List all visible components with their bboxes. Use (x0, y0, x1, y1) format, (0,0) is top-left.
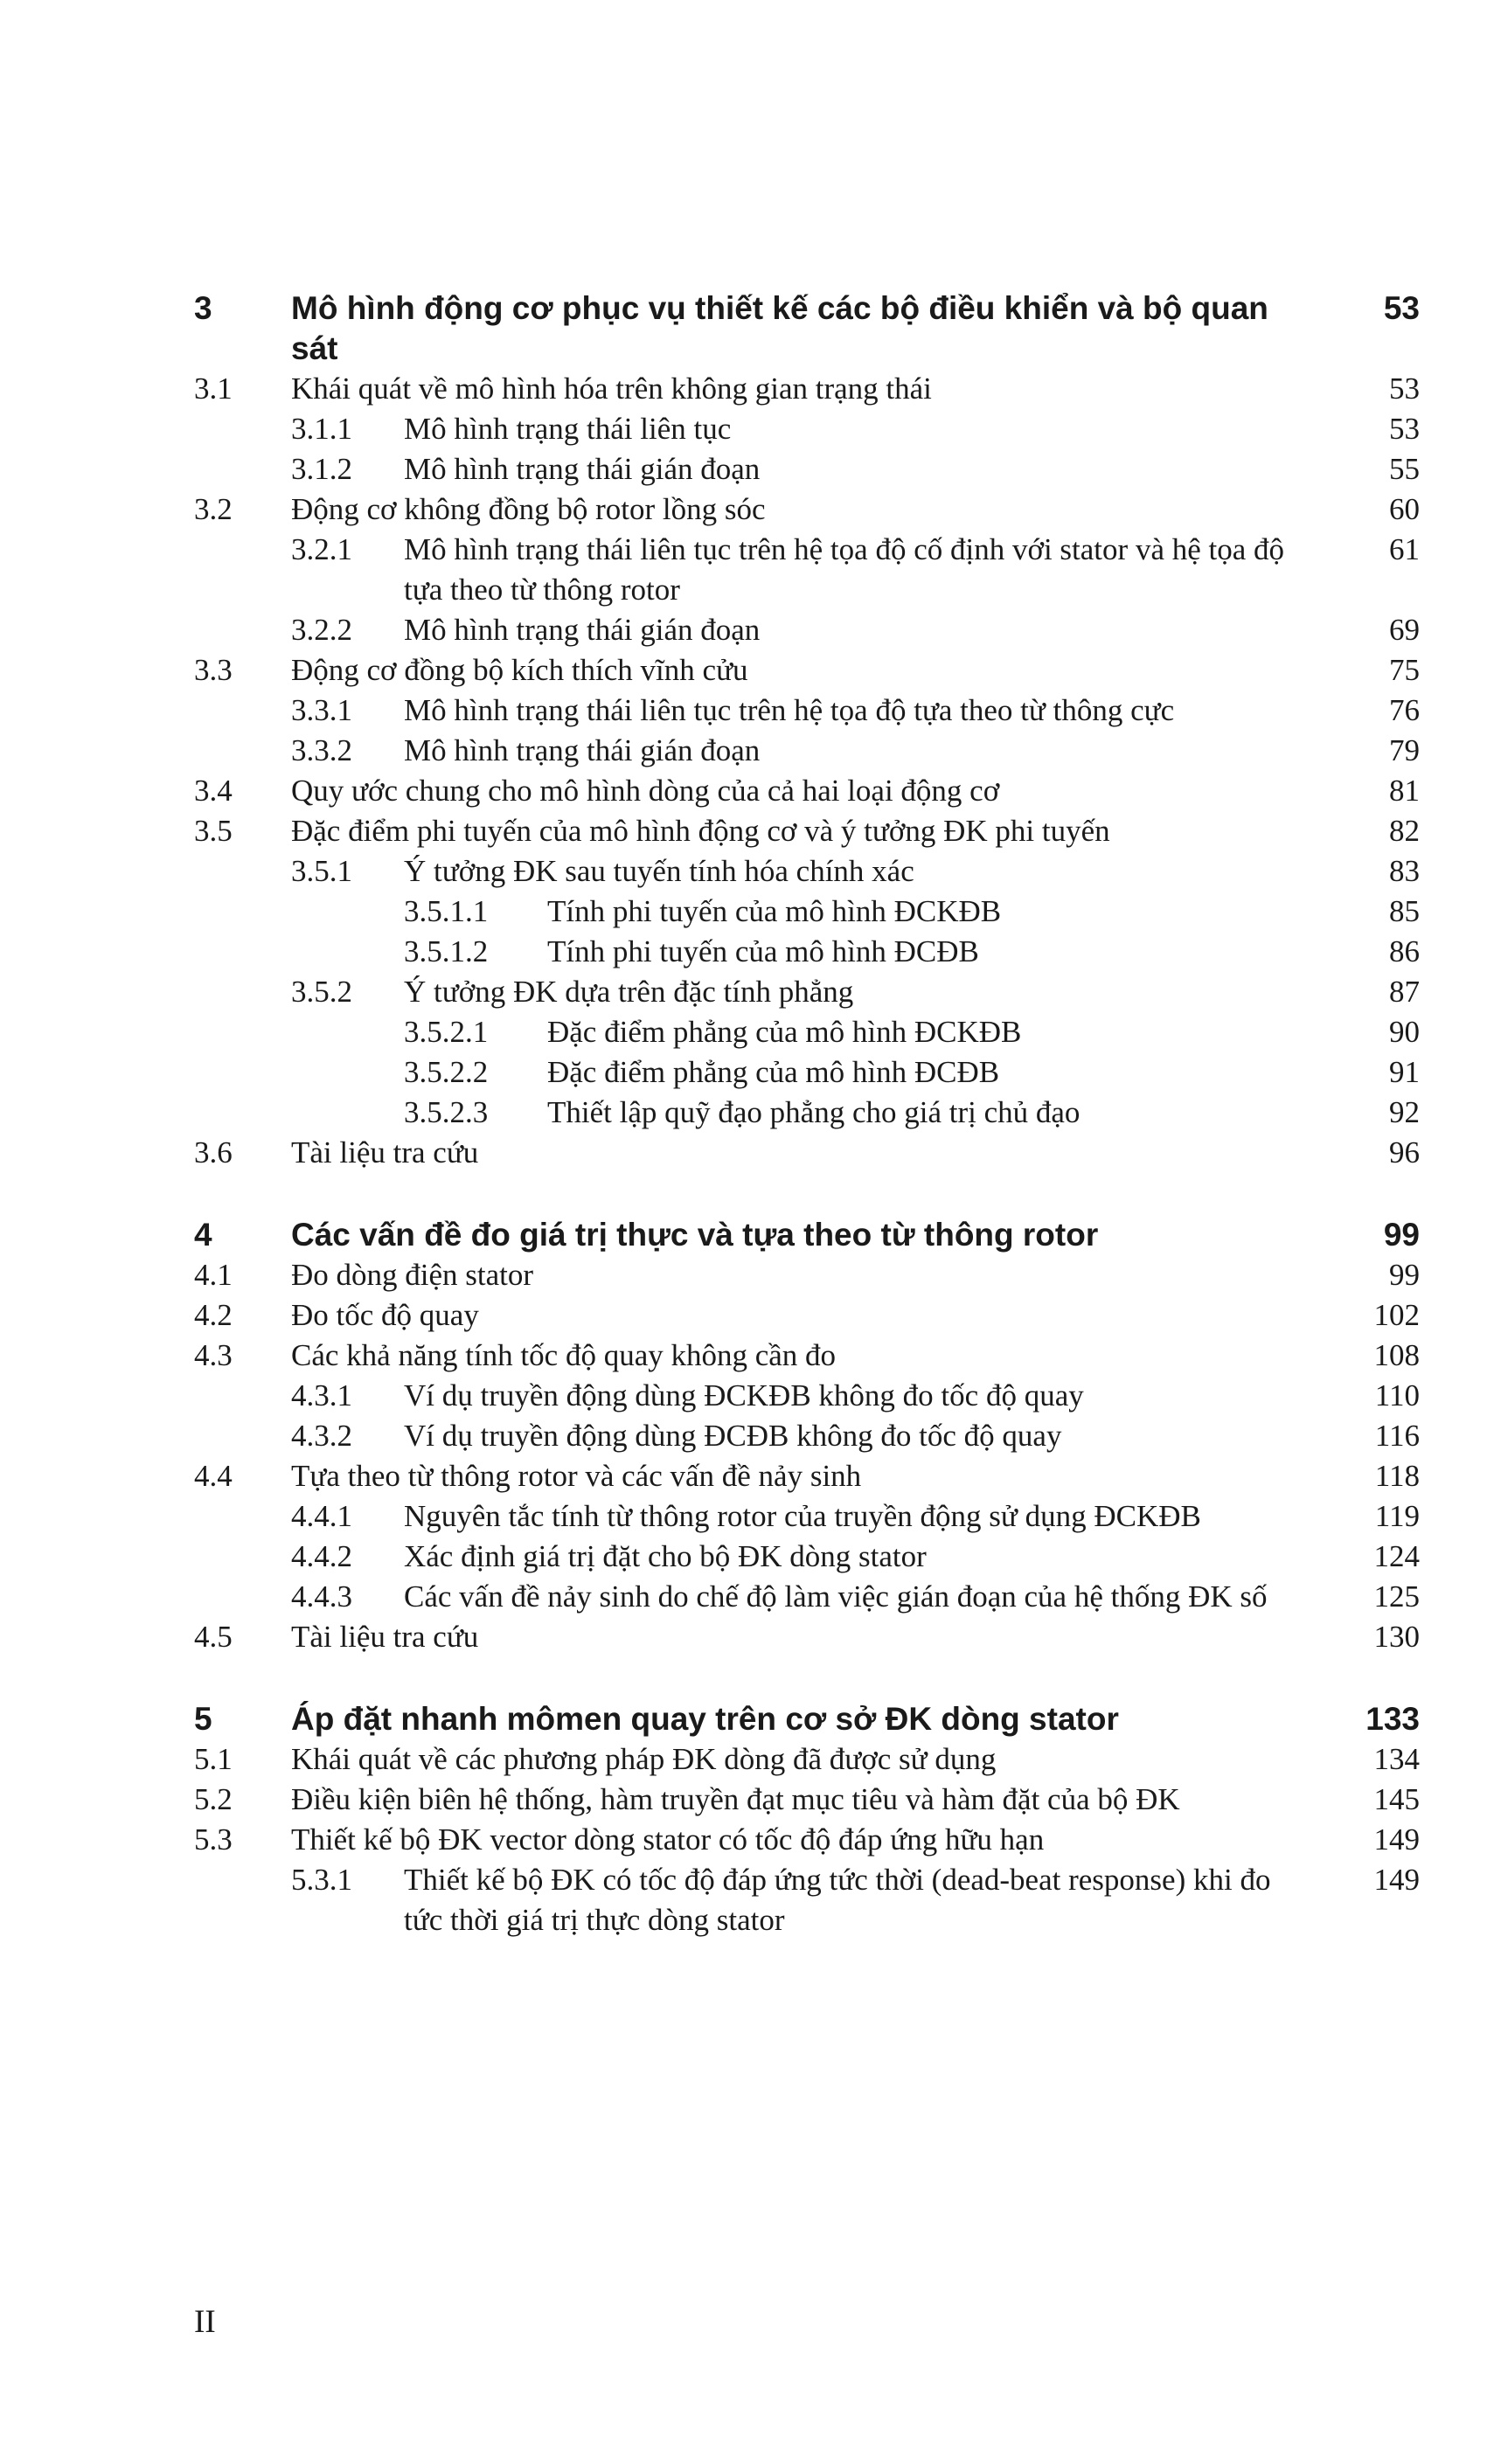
toc-entry-page: 76 (1389, 693, 1420, 727)
toc-entry (194, 1012, 1420, 1052)
toc-entry-page: 87 (1389, 975, 1420, 1009)
toc-entry-title: Thiết kế bộ ĐK vector dòng stator có tốc độ đáp ứng hữu hạn (291, 1822, 1045, 1857)
toc-entry-number: 4.4.1 (291, 1499, 352, 1533)
toc-entry-title: Mô hình trạng thái gián đoạn (404, 613, 761, 647)
toc-entry (194, 1133, 1420, 1173)
toc-entry-page: 145 (1373, 1782, 1420, 1816)
toc-entry-title: Ví dụ truyền động dùng ĐCĐB không đo tốc độ quay (404, 1419, 1062, 1453)
toc-chapter-entry (194, 1215, 1420, 1255)
toc-entry-page: 60 (1389, 492, 1420, 526)
toc-entry-number: 5.3.1 (291, 1863, 352, 1897)
toc-entry-title: Áp đặt nhanh mômen quay trên cơ sở ĐK dòng stator (291, 1701, 1119, 1737)
toc-entry-number: 3.5.1 (291, 854, 352, 888)
toc-entry (194, 1537, 1420, 1577)
toc-entry-number: 4.1 (194, 1258, 233, 1292)
toc-entry-number: 3 (194, 290, 212, 326)
toc-entry-page: 92 (1389, 1095, 1420, 1129)
toc-entry-title: Tính phi tuyến của mô hình ĐCĐB (547, 934, 979, 968)
toc-entry (194, 1577, 1420, 1617)
toc-entry (194, 409, 1420, 449)
toc-entry-title: Mô hình động cơ phục vụ thiết kế các bộ điều khiển và bộ quan sát (291, 290, 1268, 366)
toc-entry-page: 90 (1389, 1015, 1420, 1049)
toc-entry-number: 4.3.1 (291, 1378, 352, 1412)
toc-entry-number: 4.3 (194, 1338, 233, 1372)
toc-entry-number: 4.3.2 (291, 1419, 352, 1453)
toc-entry (194, 610, 1420, 650)
toc-entry-page: 81 (1389, 774, 1420, 808)
toc-entry-title: Các vấn đề nảy sinh do chế độ làm việc gián đoạn của hệ thống ĐK số (404, 1579, 1268, 1614)
toc-entry-title: Các khả năng tính tốc độ quay không cần đo (291, 1338, 837, 1372)
toc-chapter-entry (194, 288, 1420, 369)
toc-entry (194, 1416, 1420, 1456)
toc-entry-title: Đặc điểm phẳng của mô hình ĐCKĐB (547, 1015, 1022, 1049)
toc-entry-number: 4.4.2 (291, 1539, 352, 1573)
toc-entry-page: 149 (1373, 1863, 1420, 1897)
toc-entry-title: Tài liệu tra cứu (291, 1135, 479, 1170)
toc-entry-title: Mô hình trạng thái liên tục (404, 412, 732, 446)
toc-entry-title: Tài liệu tra cứu (291, 1620, 479, 1654)
toc-entry-number: 4.4 (194, 1459, 233, 1493)
toc-entry (194, 1052, 1420, 1093)
toc-entry (194, 811, 1420, 851)
toc-entry (194, 1093, 1420, 1133)
toc-entry-page: 99 (1383, 1217, 1420, 1253)
toc-entry-title: Quy ước chung cho mô hình dòng của cả hai loại động cơ (291, 774, 1000, 808)
toc-entry-number: 3.2 (194, 492, 233, 526)
toc-entry-page: 69 (1389, 613, 1420, 647)
toc-entry (194, 771, 1420, 811)
toc-entry-page: 55 (1389, 452, 1420, 486)
toc-entry-number: 3.5.2.2 (404, 1055, 489, 1089)
toc-entry-title: Điều kiện biên hệ thống, hàm truyền đạt mục tiêu và hàm đặt của bộ ĐK (291, 1782, 1180, 1816)
toc-entry-number: 5.3 (194, 1822, 233, 1857)
toc-entry-page: 116 (1374, 1419, 1420, 1453)
toc-entry-title: Tựa theo từ thông rotor và các vấn đề nảy sinh (291, 1459, 862, 1493)
toc-entry-title: Đặc điểm phi tuyến của mô hình động cơ và ý tưởng ĐK phi tuyến (291, 814, 1110, 848)
toc-entry-page: 124 (1373, 1539, 1420, 1573)
toc-entry-page: 61 (1389, 532, 1420, 566)
toc-entry-number: 5 (194, 1701, 212, 1737)
toc-entry-number: 5.1 (194, 1742, 233, 1776)
toc-entry-number: 3.1.2 (291, 452, 352, 486)
toc-entry-title: Mô hình trạng thái gián đoạn (404, 452, 761, 486)
toc-entry-number: 4.4.3 (291, 1579, 352, 1614)
toc-entry-page: 134 (1373, 1742, 1420, 1776)
table-of-contents (194, 288, 1420, 1940)
toc-entry-title: Ý tưởng ĐK dựa trên đặc tính phẳng (404, 975, 854, 1009)
toc-entry (194, 1255, 1420, 1295)
toc-entry (194, 1376, 1420, 1416)
toc-entry-title: Đo tốc độ quay (291, 1298, 479, 1332)
toc-entry-title: Mô hình trạng thái liên tục trên hệ tọa độ cố định với stator và hệ tọa độ tựa theo từ thông rotor (404, 532, 1285, 607)
toc-entry (194, 892, 1420, 932)
toc-entry-number: 3.5 (194, 814, 233, 848)
toc-entry-page: 53 (1383, 290, 1420, 326)
toc-entry-title: Các vấn đề đo giá trị thực và tựa theo từ thông rotor (291, 1217, 1099, 1253)
toc-entry-page: 79 (1389, 733, 1420, 767)
toc-entry-title: Thiết kế bộ ĐK có tốc độ đáp ứng tức thời (dead-beat response) khi đo tức thời giá trị thực dòng stator (404, 1863, 1271, 1937)
toc-entry-title: Đo dòng điện stator (291, 1258, 534, 1292)
toc-entry (194, 369, 1420, 409)
toc-entry-page: 53 (1389, 371, 1420, 406)
toc-entry-number: 3.5.1.1 (404, 894, 489, 928)
toc-entry-page: 85 (1389, 894, 1420, 928)
toc-entry-page: 133 (1365, 1701, 1420, 1737)
toc-entry-page: 86 (1389, 934, 1420, 968)
toc-entry-number: 3.3.1 (291, 693, 352, 727)
toc-entry (194, 1617, 1420, 1657)
toc-entry (194, 1739, 1420, 1780)
toc-entry (194, 731, 1420, 771)
toc-entry-title: Mô hình trạng thái liên tục trên hệ tọa độ tựa theo từ thông cực (404, 693, 1175, 727)
toc-entry-number: 3.5.2 (291, 975, 352, 1009)
toc-entry (194, 1860, 1420, 1940)
toc-entry-page: 99 (1389, 1258, 1420, 1292)
page-number: II (194, 2304, 216, 2340)
toc-entry-page: 102 (1373, 1298, 1420, 1332)
toc-entry-title: Tính phi tuyến của mô hình ĐCKĐB (547, 894, 1002, 928)
toc-entry-title: Động cơ không đồng bộ rotor lồng sóc (291, 492, 766, 526)
toc-entry-number: 4.2 (194, 1298, 233, 1332)
toc-entry-title: Khái quát về các phương pháp ĐK dòng đã được sử dụng (291, 1742, 997, 1776)
toc-entry (194, 1336, 1420, 1376)
toc-chapter-entry (194, 1699, 1420, 1739)
toc-entry (194, 932, 1420, 972)
toc-entry-number: 3.1 (194, 371, 233, 406)
toc-entry (194, 972, 1420, 1012)
toc-entry-page: 91 (1389, 1055, 1420, 1089)
toc-entry-page: 130 (1373, 1620, 1420, 1654)
toc-entry-title: Mô hình trạng thái gián đoạn (404, 733, 761, 767)
toc-entry-page: 118 (1374, 1459, 1420, 1493)
toc-entry (194, 449, 1420, 489)
toc-entry-number: 3.5.1.2 (404, 934, 489, 968)
toc-entry-page: 119 (1374, 1499, 1420, 1533)
toc-entry-page: 108 (1373, 1338, 1420, 1372)
toc-entry-number: 3.5.2.1 (404, 1015, 489, 1049)
toc-entry-number: 3.1.1 (291, 412, 352, 446)
toc-entry-title: Xác định giá trị đặt cho bộ ĐK dòng stator (404, 1539, 927, 1573)
toc-entry-title: Đặc điểm phẳng của mô hình ĐCĐB (547, 1055, 1000, 1089)
toc-entry-number: 3.2.2 (291, 613, 352, 647)
toc-entry-title: Nguyên tắc tính từ thông rotor của truyền động sử dụng ĐCKĐB (404, 1499, 1201, 1533)
toc-entry (194, 1496, 1420, 1537)
toc-entry-number: 3.4 (194, 774, 233, 808)
toc-entry-number: 3.3.2 (291, 733, 352, 767)
toc-entry-number: 4.5 (194, 1620, 233, 1654)
toc-entry (194, 650, 1420, 691)
toc-entry-number: 3.6 (194, 1135, 233, 1170)
toc-entry (194, 851, 1420, 892)
toc-entry (194, 1295, 1420, 1336)
toc-entry-page: 149 (1373, 1822, 1420, 1857)
toc-entry-number: 3.2.1 (291, 532, 352, 566)
toc-entry-title: Khái quát về mô hình hóa trên không gian trạng thái (291, 371, 932, 406)
toc-entry-page: 53 (1389, 412, 1420, 446)
toc-entry (194, 530, 1420, 610)
toc-entry-page: 125 (1373, 1579, 1420, 1614)
toc-entry-title: Động cơ đồng bộ kích thích vĩnh cửu (291, 653, 748, 687)
toc-entry-page: 96 (1389, 1135, 1420, 1170)
toc-entry (194, 489, 1420, 530)
toc-entry (194, 1456, 1420, 1496)
toc-entry (194, 1780, 1420, 1820)
toc-entry-number: 5.2 (194, 1782, 233, 1816)
toc-entry-page: 82 (1389, 814, 1420, 848)
toc-entry-title: Thiết lập quỹ đạo phẳng cho giá trị chủ đạo (547, 1095, 1081, 1129)
toc-entry-page: 75 (1389, 653, 1420, 687)
toc-entry (194, 1820, 1420, 1860)
toc-entry-page: 83 (1389, 854, 1420, 888)
toc-entry-title: Ví dụ truyền động dùng ĐCKĐB không đo tốc độ quay (404, 1378, 1084, 1412)
toc-entry-number: 3.3 (194, 653, 233, 687)
toc-entry-title: Ý tưởng ĐK sau tuyến tính hóa chính xác (404, 854, 914, 888)
toc-entry-page: 110 (1374, 1378, 1420, 1412)
toc-entry-number: 4 (194, 1217, 212, 1253)
toc-entry-number: 3.5.2.3 (404, 1095, 489, 1129)
toc-entry (194, 691, 1420, 731)
